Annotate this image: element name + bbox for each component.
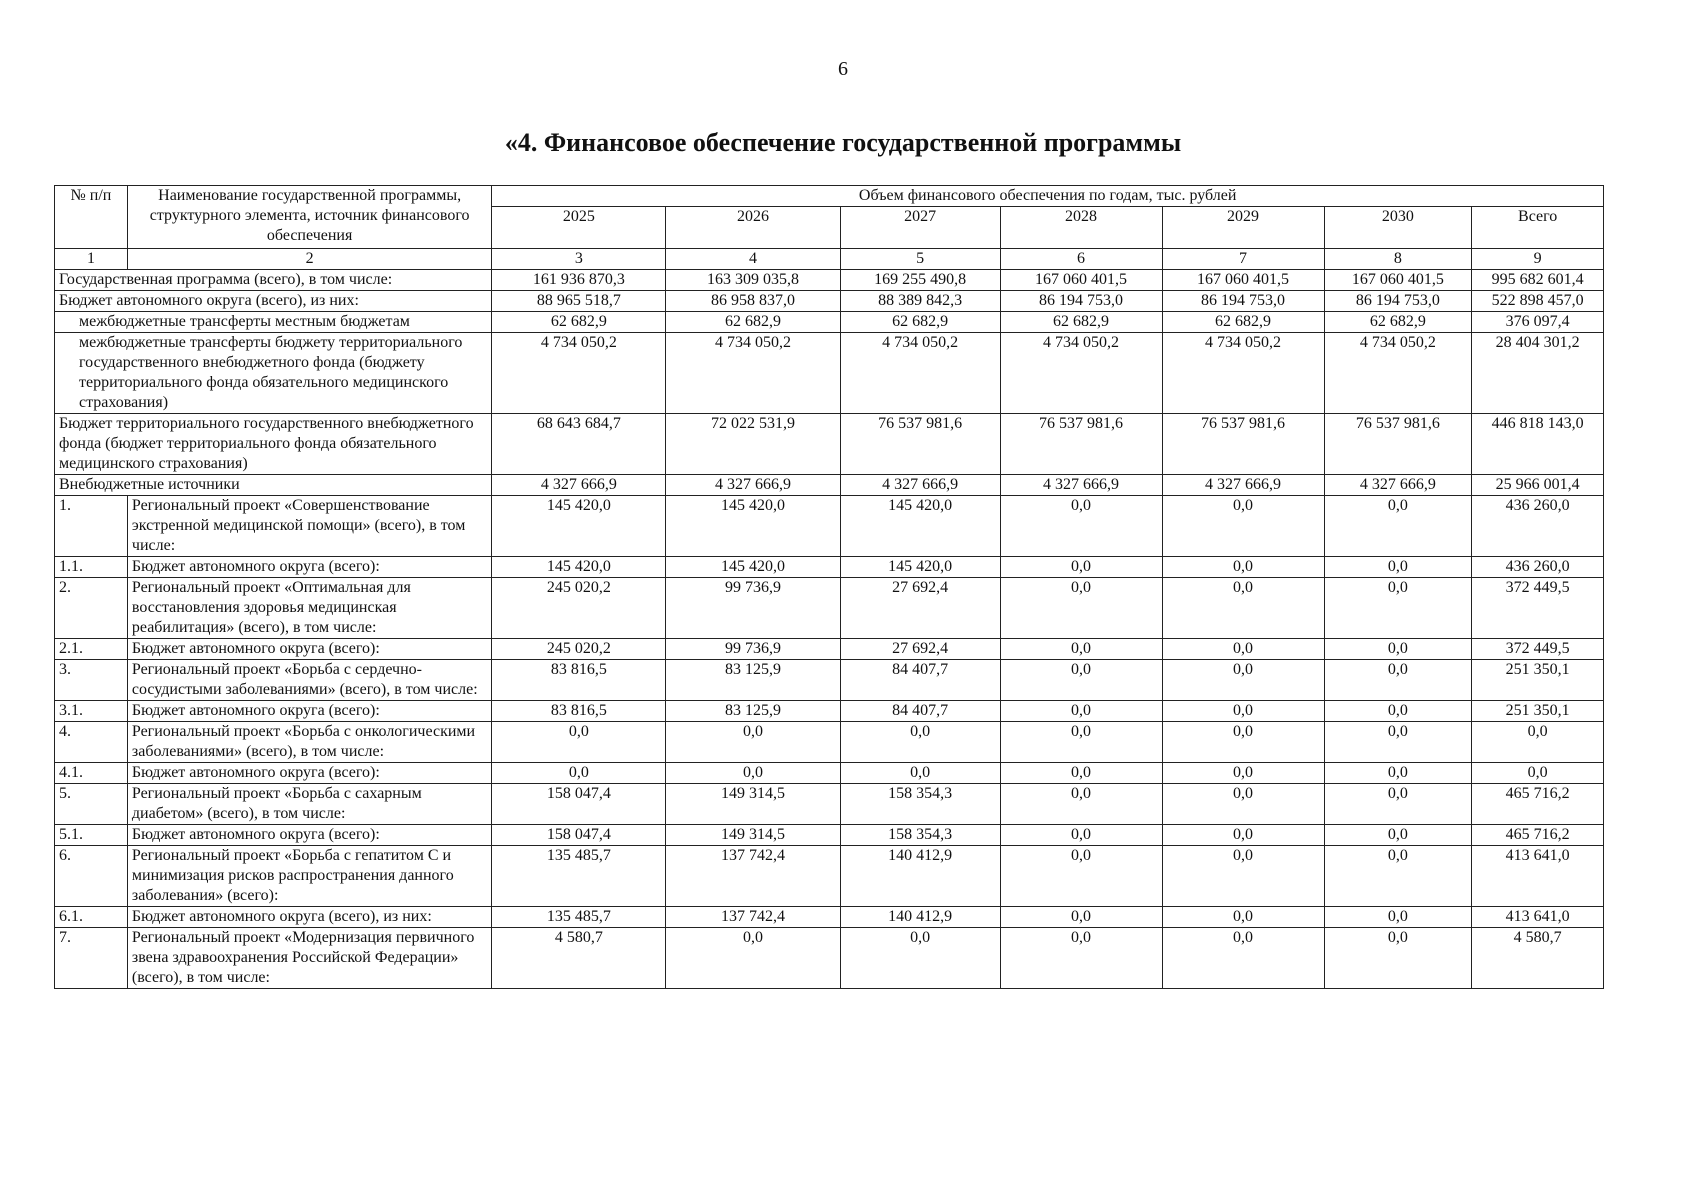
value-cell: 145 420,0 [840,557,1000,578]
value-cell: 0,0 [1000,907,1162,928]
value-cell: 62 682,9 [666,312,840,333]
value-cell: 145 420,0 [492,496,666,557]
value-cell: 0,0 [492,722,666,763]
value-cell: 4 327 666,9 [1000,475,1162,496]
header-number: № п/п [55,186,128,249]
value-cell: 995 682 601,4 [1472,270,1604,291]
value-cell: 145 420,0 [840,496,1000,557]
value-cell: 0,0 [1000,701,1162,722]
value-cell: 161 936 870,3 [492,270,666,291]
value-cell: 4 580,7 [492,928,666,989]
value-cell: 86 194 753,0 [1324,291,1472,312]
value-cell: 0,0 [1162,825,1324,846]
value-cell: 167 060 401,5 [1324,270,1472,291]
column-number-cell: 8 [1324,249,1472,270]
value-cell: 0,0 [1000,825,1162,846]
value-cell: 0,0 [1162,907,1324,928]
column-number-cell: 2 [127,249,491,270]
value-cell: 83 125,9 [666,660,840,701]
value-cell: 99 736,9 [666,578,840,639]
value-cell: 84 407,7 [840,660,1000,701]
value-cell: 4 734 050,2 [1162,333,1324,414]
row-name-cell: Региональный проект «Модернизация первичного звена здравоохранения Российской Федерации» (всего), в том числе: [127,928,491,989]
value-cell: 4 327 666,9 [1162,475,1324,496]
value-cell: 245 020,2 [492,639,666,660]
value-cell: 72 022 531,9 [666,414,840,475]
value-cell: 0,0 [666,763,840,784]
project-row [55,639,1604,660]
value-cell: 62 682,9 [840,312,1000,333]
value-cell: 0,0 [1324,578,1472,639]
value-cell: 0,0 [1472,763,1604,784]
value-cell: 372 449,5 [1472,639,1604,660]
header-year: 2028 [1000,207,1162,249]
value-cell: 145 420,0 [666,496,840,557]
column-numbers-row [55,249,1604,270]
summary-row [55,270,1604,291]
value-cell: 83 816,5 [492,701,666,722]
value-cell: 0,0 [1324,660,1472,701]
value-cell: 158 354,3 [840,825,1000,846]
value-cell: 0,0 [1162,557,1324,578]
row-number-cell: 2.1. [55,639,128,660]
page-number: 6 [838,58,848,80]
value-cell: 4 734 050,2 [840,333,1000,414]
column-number-cell: 5 [840,249,1000,270]
row-name-cell: Бюджет автономного округа (всего): [127,763,491,784]
value-cell: 84 407,7 [840,701,1000,722]
project-row [55,722,1604,763]
value-cell: 76 537 981,6 [840,414,1000,475]
row-name-cell: Государственная программа (всего), в том числе: [55,270,492,291]
summary-row [55,414,1604,475]
value-cell: 76 537 981,6 [1000,414,1162,475]
row-name-cell: межбюджетные трансферты бюджету территориального государственного внебюджетного фонда (бюджету территориального фонда обязательного медицинского страхования) [55,333,492,414]
summary-row [55,475,1604,496]
value-cell: 0,0 [1000,557,1162,578]
header-year: 2029 [1162,207,1324,249]
value-cell: 245 020,2 [492,578,666,639]
value-cell: 0,0 [1000,722,1162,763]
value-cell: 0,0 [1324,846,1472,907]
value-cell: 0,0 [492,763,666,784]
row-number-cell: 5.1. [55,825,128,846]
summary-row [55,312,1604,333]
header-financing-volume: Объем финансового обеспечения по годам, тыс. рублей [492,186,1604,207]
value-cell: 413 641,0 [1472,907,1604,928]
value-cell: 62 682,9 [1000,312,1162,333]
value-cell: 0,0 [1324,722,1472,763]
value-cell: 4 734 050,2 [1324,333,1472,414]
value-cell: 88 965 518,7 [492,291,666,312]
value-cell: 4 734 050,2 [1000,333,1162,414]
row-name-cell: Региональный проект «Совершенствование экстренной медицинской помощи» (всего), в том числе: [127,496,491,557]
project-row [55,496,1604,557]
value-cell: 62 682,9 [1324,312,1472,333]
value-cell: 436 260,0 [1472,496,1604,557]
value-cell: 0,0 [1000,763,1162,784]
value-cell: 135 485,7 [492,846,666,907]
header-year: 2030 [1324,207,1472,249]
row-name-cell: межбюджетные трансферты местным бюджетам [55,312,492,333]
value-cell: 0,0 [1324,907,1472,928]
column-number-cell: 7 [1162,249,1324,270]
value-cell: 0,0 [1162,639,1324,660]
value-cell: 0,0 [840,928,1000,989]
value-cell: 140 412,9 [840,907,1000,928]
value-cell: 0,0 [1162,660,1324,701]
value-cell: 0,0 [666,928,840,989]
row-number-cell: 3. [55,660,128,701]
table-header [55,186,1604,270]
value-cell: 0,0 [1324,784,1472,825]
document-title: «4. Финансовое обеспечение государственной программы [504,128,1182,157]
value-cell: 0,0 [1000,496,1162,557]
header-name: Наименование государственной программы, структурного элемента, источник финансового обеспечения [127,186,491,249]
header-year: Всего [1472,207,1604,249]
project-row [55,784,1604,825]
column-number-cell: 6 [1000,249,1162,270]
value-cell: 62 682,9 [1162,312,1324,333]
value-cell: 158 354,3 [840,784,1000,825]
value-cell: 0,0 [1162,846,1324,907]
row-number-cell: 6.1. [55,907,128,928]
row-name-cell: Бюджет автономного округа (всего): [127,825,491,846]
value-cell: 465 716,2 [1472,825,1604,846]
value-cell: 4 734 050,2 [666,333,840,414]
project-row [55,763,1604,784]
value-cell: 145 420,0 [492,557,666,578]
value-cell: 86 194 753,0 [1162,291,1324,312]
financing-table-container [54,185,1604,989]
header-year: 2026 [666,207,840,249]
row-number-cell: 3.1. [55,701,128,722]
value-cell: 76 537 981,6 [1162,414,1324,475]
row-number-cell: 7. [55,928,128,989]
project-row [55,846,1604,907]
value-cell: 0,0 [1324,928,1472,989]
value-cell: 0,0 [1162,784,1324,825]
value-cell: 149 314,5 [666,825,840,846]
value-cell: 251 350,1 [1472,660,1604,701]
value-cell: 163 309 035,8 [666,270,840,291]
value-cell: 0,0 [1000,639,1162,660]
value-cell: 99 736,9 [666,639,840,660]
value-cell: 83 125,9 [666,701,840,722]
value-cell: 137 742,4 [666,907,840,928]
value-cell: 0,0 [1162,496,1324,557]
column-number-cell: 9 [1472,249,1604,270]
column-number-cell: 4 [666,249,840,270]
column-number-cell: 3 [492,249,666,270]
value-cell: 140 412,9 [840,846,1000,907]
row-name-cell: Региональный проект «Борьба с онкологическими заболеваниями» (всего), в том числе: [127,722,491,763]
value-cell: 158 047,4 [492,825,666,846]
row-name-cell: Региональный проект «Борьба с сахарным диабетом» (всего), в том числе: [127,784,491,825]
value-cell: 0,0 [1000,784,1162,825]
row-name-cell: Внебюджетные источники [55,475,492,496]
value-cell: 135 485,7 [492,907,666,928]
value-cell: 137 742,4 [666,846,840,907]
value-cell: 522 898 457,0 [1472,291,1604,312]
value-cell: 0,0 [1324,825,1472,846]
value-cell: 27 692,4 [840,639,1000,660]
value-cell: 0,0 [840,722,1000,763]
row-number-cell: 2. [55,578,128,639]
row-name-cell: Бюджет автономного округа (всего): [127,701,491,722]
row-name-cell: Региональный проект «Оптимальная для восстановления здоровья медицинская реабилитация» (всего), в том числе: [127,578,491,639]
project-row [55,825,1604,846]
value-cell: 251 350,1 [1472,701,1604,722]
project-row [55,578,1604,639]
value-cell: 4 580,7 [1472,928,1604,989]
value-cell: 436 260,0 [1472,557,1604,578]
value-cell: 0,0 [840,763,1000,784]
value-cell: 149 314,5 [666,784,840,825]
value-cell: 62 682,9 [492,312,666,333]
value-cell: 4 327 666,9 [666,475,840,496]
table-body [55,270,1604,989]
value-cell: 83 816,5 [492,660,666,701]
value-cell: 376 097,4 [1472,312,1604,333]
value-cell: 4 327 666,9 [840,475,1000,496]
value-cell: 86 958 837,0 [666,291,840,312]
value-cell: 0,0 [1324,496,1472,557]
value-cell: 413 641,0 [1472,846,1604,907]
value-cell: 68 643 684,7 [492,414,666,475]
value-cell: 0,0 [1324,639,1472,660]
project-row [55,928,1604,989]
value-cell: 4 327 666,9 [1324,475,1472,496]
row-name-cell: Региональный проект «Борьба с сердечно-сосудистыми заболеваниями» (всего), в том числе: [127,660,491,701]
project-row [55,660,1604,701]
row-name-cell: Бюджет автономного округа (всего): [127,639,491,660]
value-cell: 446 818 143,0 [1472,414,1604,475]
row-number-cell: 5. [55,784,128,825]
value-cell: 0,0 [1162,722,1324,763]
value-cell: 28 404 301,2 [1472,333,1604,414]
row-name-cell: Бюджет территориального государственного внебюджетного фонда (бюджет территориального фонда обязательного медицинского страхования) [55,414,492,475]
project-row [55,701,1604,722]
row-number-cell: 4.1. [55,763,128,784]
value-cell: 0,0 [1472,722,1604,763]
value-cell: 0,0 [1324,763,1472,784]
value-cell: 0,0 [1000,846,1162,907]
row-name-cell: Региональный проект «Борьба с гепатитом С и минимизация рисков распространения данного заболевания» (всего): [127,846,491,907]
value-cell: 4 734 050,2 [492,333,666,414]
value-cell: 88 389 842,3 [840,291,1000,312]
value-cell: 0,0 [1162,928,1324,989]
summary-row [55,333,1604,414]
row-name-cell: Бюджет автономного округа (всего): [127,557,491,578]
row-number-cell: 1. [55,496,128,557]
value-cell: 0,0 [1162,578,1324,639]
value-cell: 465 716,2 [1472,784,1604,825]
value-cell: 0,0 [1000,578,1162,639]
financing-table [54,185,1604,989]
header-year: 2027 [840,207,1000,249]
value-cell: 4 327 666,9 [492,475,666,496]
row-name-cell: Бюджет автономного округа (всего), из них: [55,291,492,312]
row-name-cell: Бюджет автономного округа (всего), из них: [127,907,491,928]
value-cell: 0,0 [1162,701,1324,722]
project-row [55,557,1604,578]
value-cell: 145 420,0 [666,557,840,578]
value-cell: 0,0 [666,722,840,763]
value-cell: 372 449,5 [1472,578,1604,639]
value-cell: 25 966 001,4 [1472,475,1604,496]
header-year: 2025 [492,207,666,249]
value-cell: 167 060 401,5 [1000,270,1162,291]
summary-row [55,291,1604,312]
row-number-cell: 1.1. [55,557,128,578]
value-cell: 86 194 753,0 [1000,291,1162,312]
value-cell: 158 047,4 [492,784,666,825]
value-cell: 27 692,4 [840,578,1000,639]
project-row [55,907,1604,928]
value-cell: 0,0 [1324,701,1472,722]
value-cell: 76 537 981,6 [1324,414,1472,475]
value-cell: 0,0 [1000,660,1162,701]
row-number-cell: 6. [55,846,128,907]
value-cell: 167 060 401,5 [1162,270,1324,291]
value-cell: 0,0 [1162,763,1324,784]
row-number-cell: 4. [55,722,128,763]
column-number-cell: 1 [55,249,128,270]
value-cell: 169 255 490,8 [840,270,1000,291]
value-cell: 0,0 [1000,928,1162,989]
value-cell: 0,0 [1324,557,1472,578]
